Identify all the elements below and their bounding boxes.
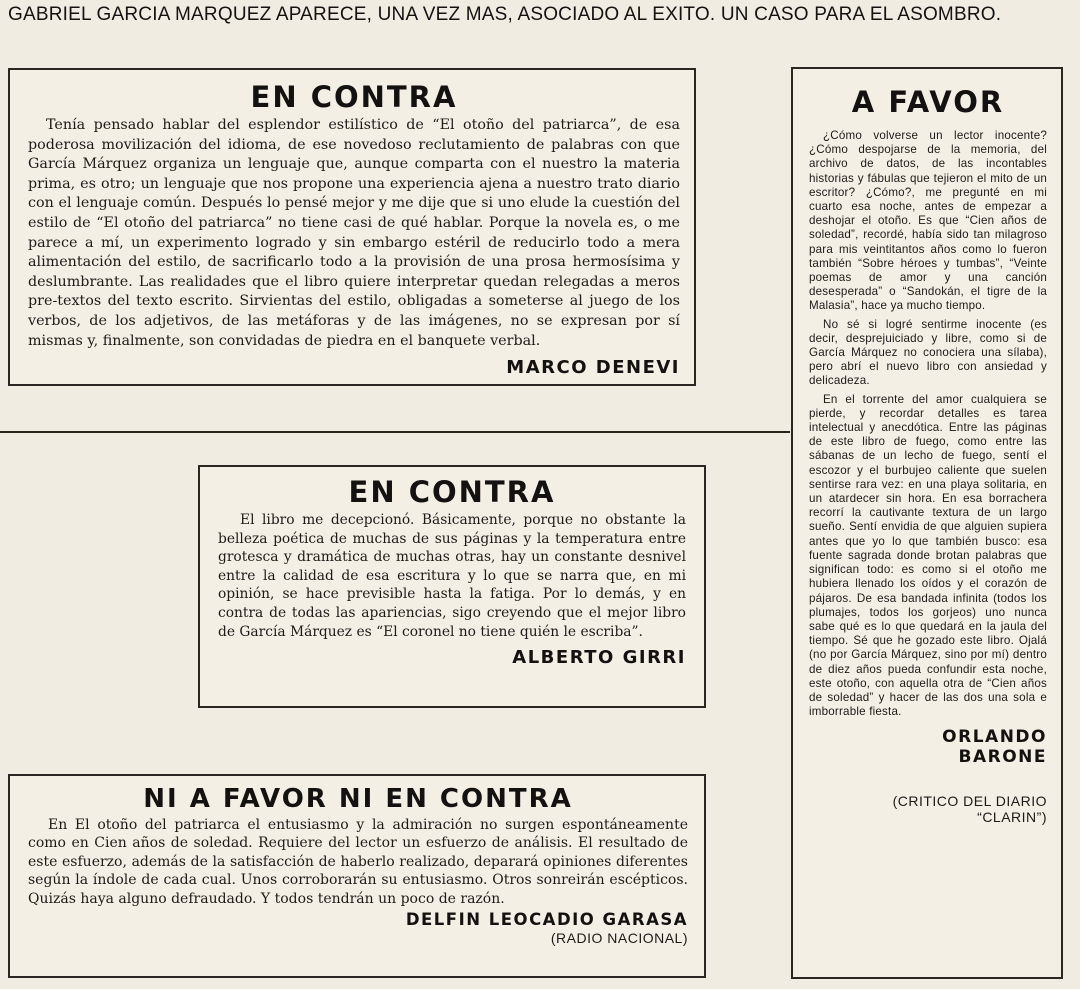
- box-body: En El otoño del patriarca el entusiasmo y la admiración no surgen espontáneamente como en Cien años de soledad. Requiere del lector un esfuerzo de análisis. El resultado de este esfuerzo, además de la satisfacción de haberlo realizado, deparará opiniones diferentes según la índole de cada cual. Unos corroborarán su entusiasmo. Otros sonreirán escépticos. Quizás haya alguno defraudado. Y todos tendrán un poco de razón.: [28, 817, 688, 907]
- box-title: EN CONTRA: [348, 475, 556, 509]
- opinion-box-girri: [198, 465, 706, 708]
- box-body: Tenía pensado hablar del esplendor estilístico de “El otoño del patriarca”, de esa poderosa movilización del idioma, de ese novedoso reclutamiento de palabras con que García Márquez organiza un lenguaje que, aunque comparta con el nuestro la materia prima, es otro; un lenguaje que nos propone una experiencia ajena a nuestro trato diario con el lenguaje común. Después lo pensé mejor y me dije que si uno elude la cuestión del estilo de “El otoño del patriarca” no tiene casi de qué hablar. Porque la novela es, o me parece a mí, un experimento logrado y sin embargo estéril de reducirlo todo a mera alimentación del estilo, de sacrificarlo todo a la provisión de una prosa hermosísima y deslumbrante. Las realidades que el libro quiere interpretar quedan relegadas a meros pre-textos del texto escrito. Sirvientas del estilo, obligadas a someterse al juego de los verbos, de los adjetivos, de las metáforas y de las imágenes, no se expresan por sí mismas y, finalmente, son convidadas de piedra en el banquete verbal.: [28, 117, 680, 349]
- opinion-box-garasa: [8, 774, 706, 978]
- box-paragraph-1: ¿Cómo volverse un lector inocente? ¿Cómo despojarse de la memoria, del archivo de datos, de las incontables historias y fábulas que tejieron el mito de un escritor? ¿Cómo?, me pregunté en mi cuarto esa noche, antes de empezar a deshojar el otoño. Es que “Cien años de soledad”, recordé, había sido tan milagroso para mis veintitantos años como lo fueron también “Sobre héroes y tumbas”, “Veinte poemas de amor y una canción desesperada” o “Sandokán, el tigre de la Malasia”, hace ya mucho tiempo.: [809, 129, 1047, 313]
- box-title: EN CONTRA: [250, 80, 458, 114]
- box-paragraph-3: En el torrente del amor cualquiera se pierde, y recordar detalles es tarea intelectual y anecdótica. Entre las páginas de este libro de fuego, como entre las sábanas de un lecho de fuego, sentí el escozor y el burbujeo caliente que suelen sentirse rara vez: en una playa solitaria, en un atardecer sin hora. En esa borrachera recorrí la cautivante textura de un largo sueño. Sentí envidia de que alguien supiera antes que yo lo que también busco: esa fuente sagrada donde brotan palabras que significan todo: es como si el otoño me hubiera llenado los oídos y el corazón de pájaros. De esa bandada infinita (todos los plumajes, todos los gorjeos) uno nunca sabe qué es lo que quedará en la jaula del tiempo. Sé que he gozado este libro. Ojalá (no por García Márquez, sino por mí) dentro de diez años pueda confundir esta noche, este otoño, con aquella otra de “Cien años de soledad” y hacer de las dos una sola e imborrable fiesta.: [809, 392, 1047, 719]
- page-headline: GABRIEL GARCIA MARQUEZ APARECE, UNA VEZ MAS, ASOCIADO AL EXITO. UN CASO PARA EL ASOMBRO.: [8, 4, 1002, 25]
- author-signature: DELFIN LEOCADIO GARASA: [405, 910, 688, 930]
- box-paragraph-2: No sé si logré sentirme inocente (es decir, desprejuiciado y libre, como si de García Márquez no conociera una sílaba), pero abrí el nuevo libro con ansiedad y delicadeza.: [809, 317, 1047, 388]
- author-affiliation-line-2: “CLARIN”): [977, 809, 1047, 826]
- box-title: A FAVOR: [851, 85, 1005, 119]
- author-affiliation: (RADIO NACIONAL): [550, 930, 688, 947]
- box-title: NI A FAVOR NI EN CONTRA: [143, 784, 573, 814]
- box-body: El libro me decepcionó. Básicamente, porque no obstante la belleza poética de muchas de sus páginas y la temperatura entre grotesca y dramática de muchas otras, hay un constante desnivel entre la calidad de esa escritura y lo que se narra que, en mi opinión, se hace previsible hasta la fatiga. Por lo demás, y en contra de todas las apariencias, sigo creyendo que el mejor libro de García Márquez es “El coronel no tiene quién le escriba”.: [218, 512, 686, 640]
- opinion-box-barone: [791, 67, 1063, 979]
- author-signature: ALBERTO GIRRI: [512, 647, 686, 669]
- opinion-box-denevi: [8, 68, 696, 386]
- author-first-name: ORLANDO: [942, 727, 1047, 748]
- author-last-name: BARONE: [958, 747, 1047, 768]
- divider-rule: [0, 431, 790, 433]
- author-affiliation-line-1: (CRITICO DEL DIARIO: [892, 793, 1047, 810]
- author-signature: MARCO DENEVI: [506, 357, 680, 379]
